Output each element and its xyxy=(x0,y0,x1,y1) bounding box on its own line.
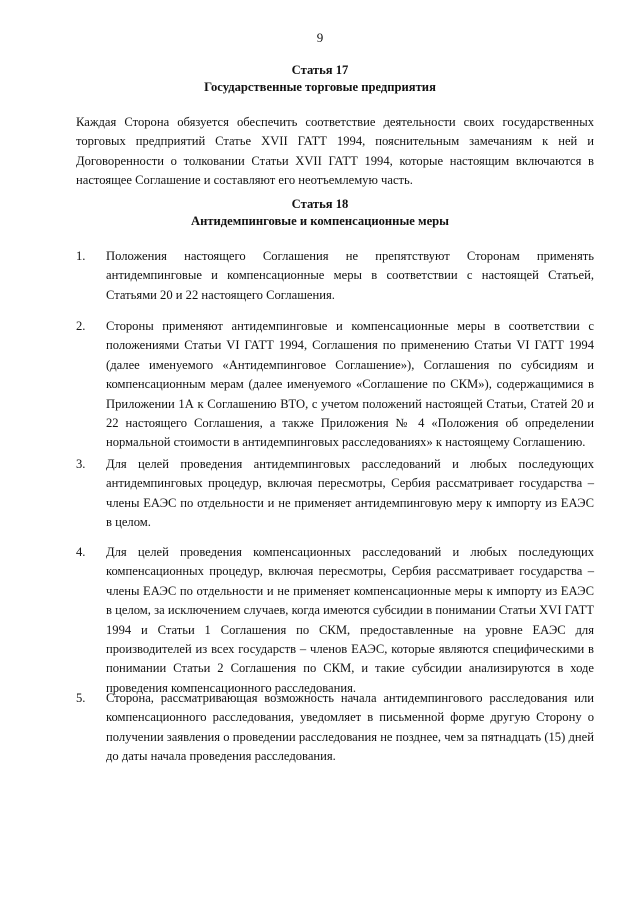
article-17-number: Статья 17 xyxy=(291,63,349,77)
article-18-item-1 xyxy=(76,247,594,305)
article-18-item-4 xyxy=(76,543,594,698)
article-17-title: Государственные торговые предприятия xyxy=(204,80,436,94)
article-17-text: Каждая Сторона обязуется обеспечить соответствие деятельности своих государственных торговых предприятий Статье XVII ГАТТ 1994, пояснительным замечаниям к ней и Договоренности о толковании Статьи XVII ГАТТ 1994, которые настоящим включаются в настоящее Соглашение и составляют его неотъемлемую часть. xyxy=(76,115,594,188)
item-number: 1. xyxy=(76,249,86,263)
article-18-item-2 xyxy=(76,317,594,453)
article-18-title: Антидемпинговые и компенсационные меры xyxy=(190,214,450,228)
item-number: 4. xyxy=(76,545,86,559)
item-text: Стороны применяют антидемпинговые и компенсационные меры в соответствии с положениями Статьи VI ГАТТ 1994, Соглашения по применению Статьи VI ГАТТ 1994 (далее именуемого «Антидемпинговое Соглашение»), Соглашения по субсидиям и компенсационным мерам (далее именуемого «Соглашение по СКМ»), содержащимися в Приложении 1А к Соглашению ВТО, с учетом положений настоящей Статьи, Статей 20 и 22 настоящего Соглашения, а также Приложения № 4 «Положения об определении нормальной стоимости в антидемпинговых расследованиях» к настоящему Соглашению. xyxy=(106,319,594,450)
article-18-item-3 xyxy=(76,455,594,533)
page-number: 9 xyxy=(316,30,324,45)
article-18-item-5 xyxy=(76,689,594,767)
item-text: Положения настоящего Соглашения не препятствуют Сторонам применять антидемпинговые и компенсационные меры в соответствии с настоящей Статьей, Статьями 20 и 22 настоящего Соглашения. xyxy=(106,249,594,302)
article-18-heading xyxy=(0,196,640,230)
item-text: Для целей проведения компенсационных расследований и любых последующих компенсационных процедур, включая пересмотры, Сербия рассматривает государства – члены ЕАЭС по отдельности и не применяет компенсационные меры к импорту из ЕАЭС в целом, за исключением случаев, когда имеются субсидии в понимании Статьи XVI ГАТТ 1994 и Статьи 1 Соглашения по СКМ, предоставленные на уровне ЕАЭС для производителей из всех государств – членов ЕАЭС, которые являются специфическими в понимании Статьи 2 Соглашения по СКМ, и такие субсидии анализируются в ходе проведения компенсационного расследования. xyxy=(106,545,594,695)
article-18-number: Статья 18 xyxy=(291,197,349,211)
item-number: 2. xyxy=(76,319,86,333)
item-number: 5. xyxy=(76,691,86,705)
article-17-heading xyxy=(0,62,640,96)
item-text: Сторона, рассматривающая возможность начала антидемпингового расследования или компенсационного расследования, уведомляет в письменной форме другую Сторону о получении заявления о проведении расследования не позднее, чем за пятнадцать (15) дней до даты начала проведения расследования. xyxy=(106,691,594,764)
item-text: Для целей проведения антидемпинговых расследований и любых последующих антидемпинговых процедур, включая пересмотры, Сербия рассматривает государства – члены ЕАЭС по отдельности и не применяет антидемпинговую меру к импорту из ЕАЭС в целом. xyxy=(106,457,594,530)
item-number: 3. xyxy=(76,457,86,471)
